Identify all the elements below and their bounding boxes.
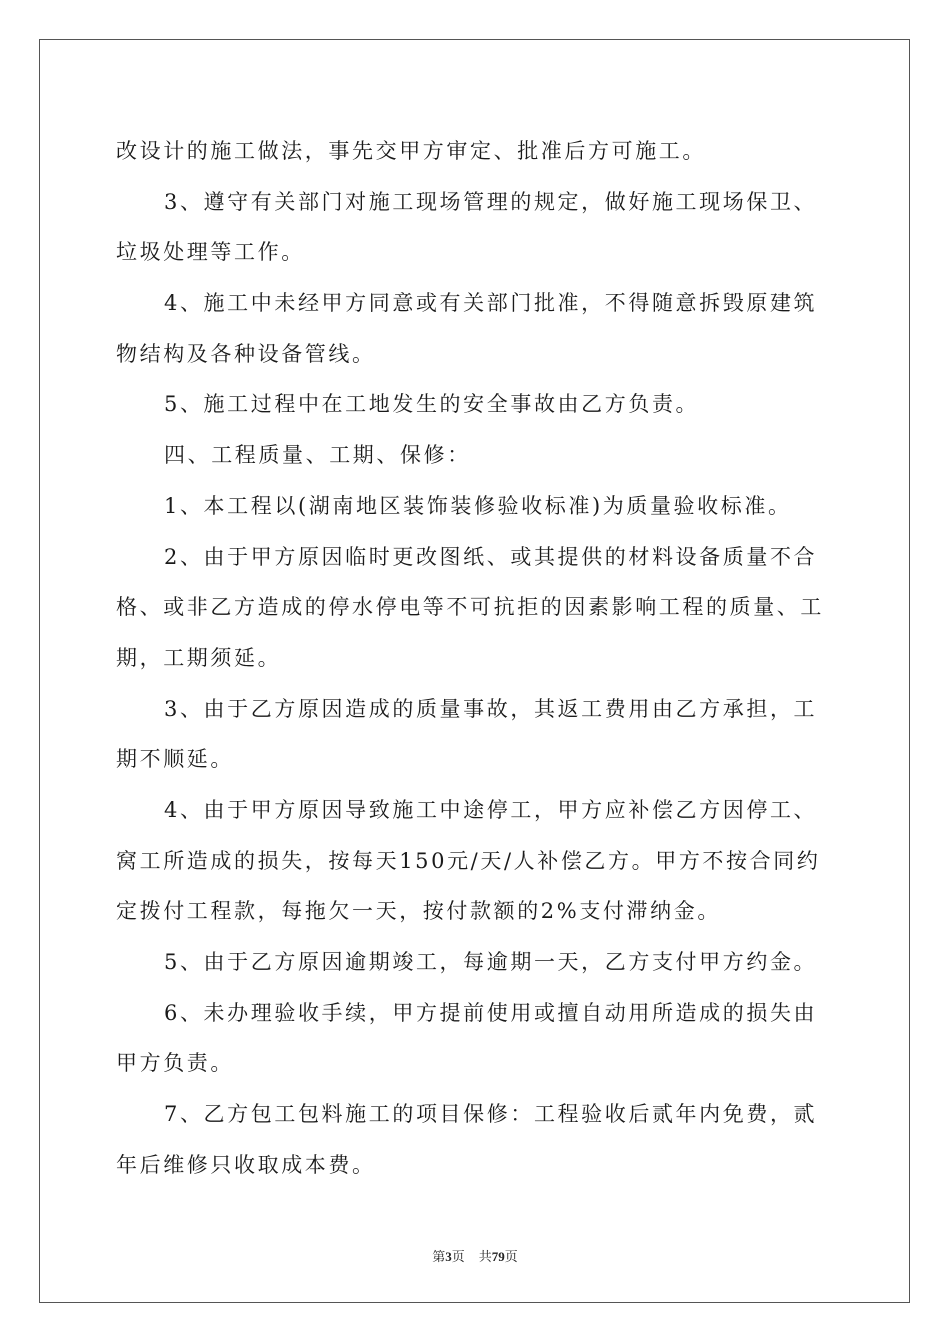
text-line: 甲方负责。: [116, 1051, 234, 1076]
text-line: 期不顺延。: [116, 747, 234, 772]
text-line: 5、由于乙方原因逾期竣工，每逾期一天，乙方支付甲方约金。: [164, 950, 818, 974]
text-line: 物结构及各种设备管线。: [116, 341, 376, 366]
text-line: 垃圾处理等工作。: [116, 240, 305, 265]
text-line: 3、遵守有关部门对施工现场管理的规定，做好施工现场保卫、: [164, 189, 818, 214]
text-line: 定拨付工程款，每拖欠一天，按付款额的2%支付滞纳金。: [116, 899, 721, 924]
text-line: 格、或非乙方造成的停水停电等不可抗拒的因素影响工程的质量、工: [116, 595, 824, 620]
text-line: 3、由于乙方原因造成的质量事故，其返工费用由乙方承担，工: [164, 696, 818, 721]
text-line: 6、未办理验收手续，甲方提前使用或擅自动用所造成的损失由: [164, 1000, 818, 1025]
text-line: 窝工所造成的损失，按每天150元/天/人补偿乙方。甲方不按合同约: [116, 848, 821, 873]
text-line: 4、由于甲方原因导致施工中途停工，甲方应补偿乙方因停工、: [164, 797, 818, 822]
text-line: 7、乙方包工包料施工的项目保修：工程验收后贰年内免费，贰: [164, 1102, 818, 1127]
total-prefix: 共: [478, 1249, 492, 1264]
text-line: 4、施工中未经甲方同意或有关部门批准，不得随意拆毁原建筑: [164, 291, 818, 316]
section-heading: 四、工程质量、工期、保修：: [164, 443, 471, 468]
page-footer: [0, 1246, 950, 1265]
text-line: 5、施工过程中在工地发生的安全事故由乙方负责。: [164, 392, 700, 417]
text-line: 2、由于甲方原因临时更改图纸、或其提供的材料设备质量不合: [164, 544, 818, 569]
text-line: 期，工期须延。: [116, 645, 282, 670]
page-suffix: 页: [451, 1249, 465, 1264]
text-line: 年后维修只收取成本费。: [116, 1152, 376, 1177]
total-pages: 79: [491, 1249, 505, 1264]
text-line: 1、本工程以(湖南地区装饰装修验收标准)为质量验收标准。: [164, 493, 792, 518]
page-number: 3: [445, 1249, 452, 1264]
total-suffix: 页: [504, 1249, 518, 1264]
page-prefix: 第: [432, 1249, 446, 1264]
text-line: 改设计的施工做法，事先交甲方审定、批准后方可施工。: [116, 139, 706, 163]
document-body: [116, 126, 836, 1190]
